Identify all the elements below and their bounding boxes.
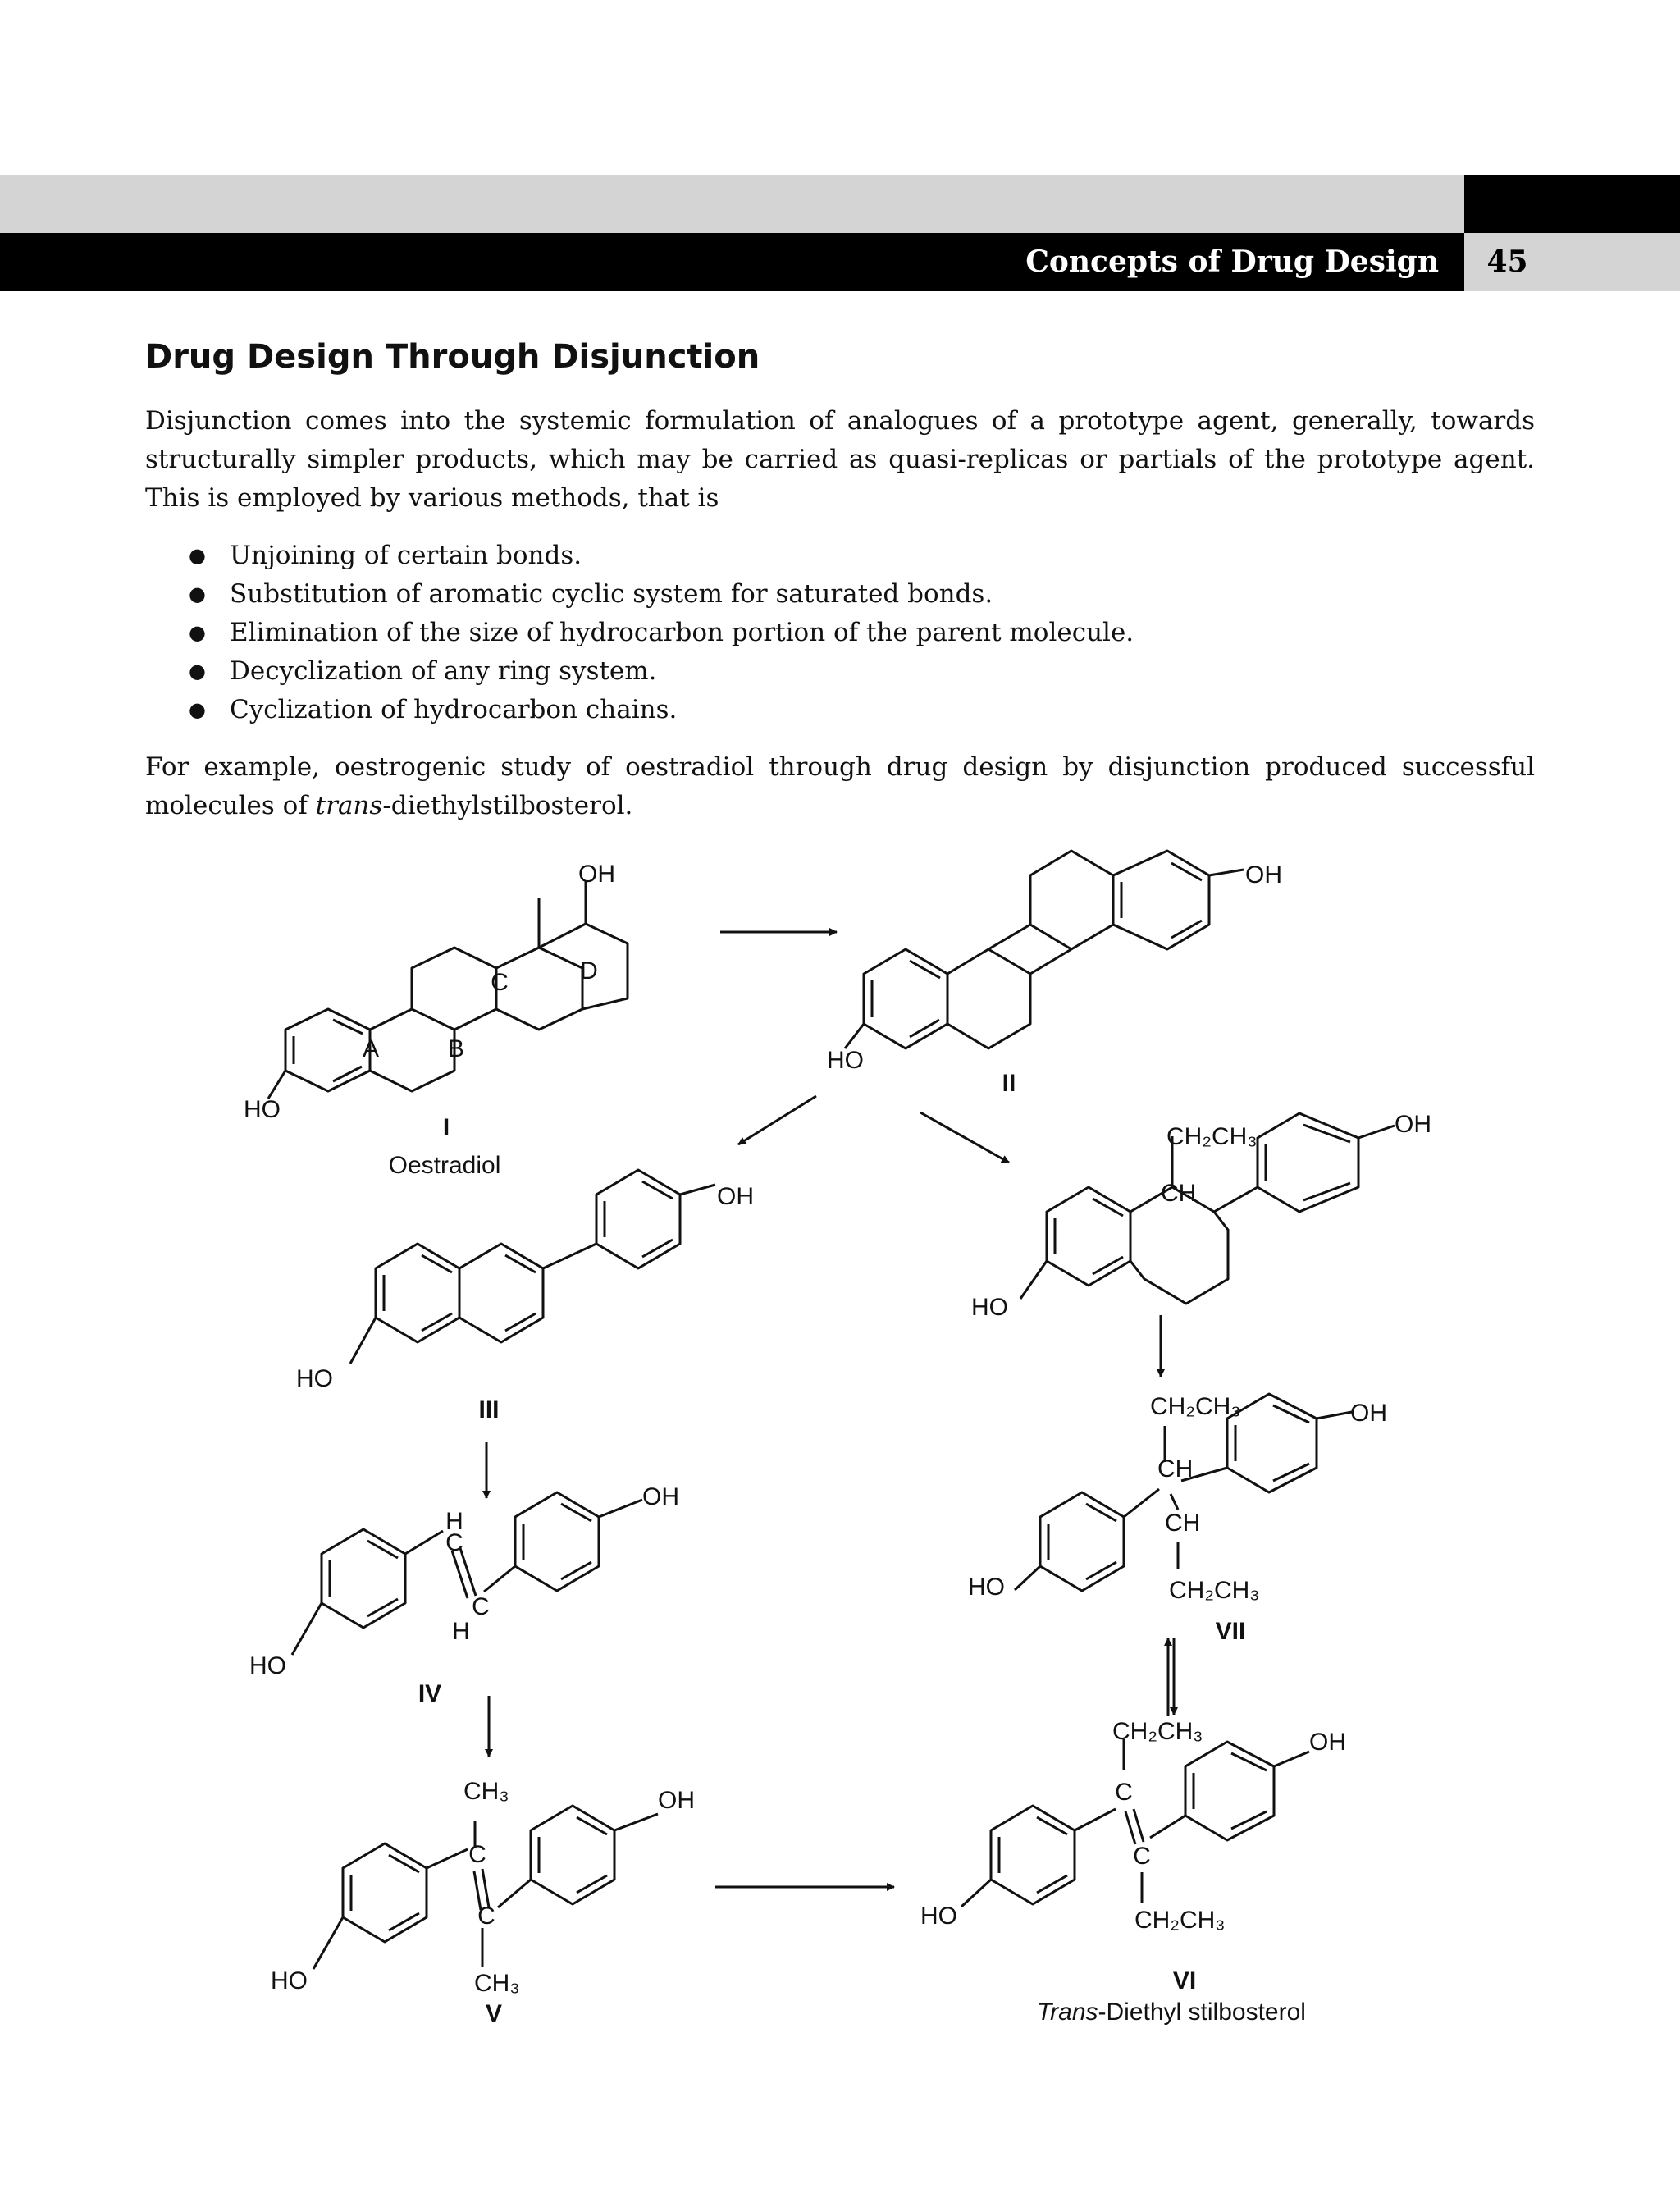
- section-heading: Drug Design Through Disjunction: [145, 338, 760, 376]
- header-band-gray: [0, 175, 1464, 233]
- ring-label-c: C: [491, 969, 509, 996]
- ho-label: HO: [827, 1047, 864, 1074]
- compound-vi-name-italic: Trans: [1037, 1999, 1098, 2026]
- ch3-label: CH₃: [474, 1970, 520, 1997]
- list-item: ● Elimination of the size of hydrocarbon portion of the parent molecule.: [189, 614, 1134, 652]
- running-title: Concepts of Drug Design: [1025, 244, 1439, 279]
- oh-label: OH: [1309, 1729, 1346, 1756]
- compound-v-numeral: V: [485, 2000, 503, 2027]
- ch3-label: CH₃: [463, 1778, 509, 1805]
- compound-v-structure: [313, 1806, 658, 1969]
- vinyl-c-label: C: [445, 1529, 463, 1556]
- ho-label: HO: [920, 1903, 957, 1930]
- ch-label: CH: [1157, 1455, 1194, 1482]
- compound-iii-structure: [350, 1170, 715, 1364]
- ho-label: HO: [971, 1294, 1008, 1321]
- ch-label: CH: [1161, 1180, 1197, 1207]
- ch-label: CH: [1165, 1510, 1201, 1537]
- ho-label: HO: [271, 1967, 308, 1994]
- compound-ii-structure: [845, 851, 1244, 1048]
- list-item: ● Cyclization of hydrocarbon chains.: [189, 691, 1134, 729]
- ch2ch3-label: CH₂CH₃: [1112, 1718, 1203, 1745]
- example-text: For example, oestrogenic study of oestradiol through drug design by disjunction produced successful molecules of: [145, 752, 1535, 820]
- compound-iv-numeral: IV: [418, 1680, 442, 1707]
- ch2ch3-label: CH₂CH₃: [1166, 1123, 1258, 1150]
- arrow-to-iii: [738, 1096, 816, 1144]
- page-number: 45: [1486, 244, 1528, 279]
- ring-label-b: B: [447, 1035, 465, 1062]
- ch2ch3-label: CH₂CH₃: [1169, 1577, 1260, 1604]
- reaction-scheme: [0, 820, 1680, 2051]
- vinyl-c-label: C: [472, 1593, 490, 1620]
- ho-label: HO: [244, 1096, 281, 1123]
- vinyl-c-label: C: [468, 1841, 486, 1868]
- list-item: ● Substitution of aromatic cyclic system for saturated bonds.: [189, 575, 1134, 614]
- arrow-to-tetralin: [920, 1112, 1009, 1163]
- vinyl-c-label: C: [477, 1903, 495, 1930]
- ring-label-a: A: [362, 1035, 380, 1062]
- compound-vii-numeral: VII: [1215, 1618, 1246, 1645]
- oh-label: OH: [717, 1183, 754, 1210]
- compound-i-name: Oestradiol: [388, 1152, 501, 1179]
- oh-label: OH: [578, 861, 615, 888]
- list-item: ● Decyclization of any ring system.: [189, 652, 1134, 691]
- methods-list: [189, 537, 1134, 729]
- oh-label: OH: [1395, 1111, 1431, 1138]
- compound-vi-structure: [961, 1739, 1309, 1907]
- vinyl-h-label: H: [452, 1618, 470, 1645]
- example-text-end: -diethylstilbosterol.: [382, 791, 633, 820]
- compound-vi-name: [1037, 1999, 1306, 2026]
- compound-vi-numeral: VI: [1172, 1967, 1197, 1994]
- oh-label: OH: [658, 1787, 695, 1814]
- compound-i-structure: [268, 880, 628, 1099]
- intro-paragraph: Disjunction comes into the systemic formulation of analogues of a prototype agent, generally, towards structurally simpler products, which may be carried as quasi-replicas or partials of the prototype agent. This is employed by various methods, that is: [145, 406, 1535, 513]
- compound-iii-numeral: III: [478, 1396, 500, 1423]
- oh-label: OH: [1245, 861, 1282, 889]
- vinyl-c-label: C: [1115, 1779, 1133, 1806]
- oh-label: OH: [1350, 1400, 1387, 1427]
- compound-i-numeral: I: [442, 1114, 450, 1141]
- example-italic: trans: [315, 791, 383, 820]
- ho-label: HO: [296, 1365, 333, 1392]
- ho-label: HO: [968, 1574, 1005, 1601]
- ho-label: HO: [249, 1652, 286, 1679]
- oh-label: OH: [642, 1483, 679, 1510]
- ring-label-d: D: [580, 957, 598, 985]
- ch2ch3-label: CH₂CH₃: [1150, 1393, 1241, 1420]
- vinyl-c-label: C: [1133, 1843, 1151, 1870]
- header-band-corner: [1464, 175, 1680, 233]
- compound-ii-numeral: II: [1002, 1070, 1016, 1097]
- ch2ch3-label: CH₂CH₃: [1134, 1907, 1226, 1934]
- example-paragraph: [145, 748, 1535, 825]
- compound-vi-name-rest: -Diethyl stilbosterol: [1098, 1999, 1306, 2026]
- vinyl-h-label: H: [445, 1508, 463, 1535]
- compound-vii-structure: [1015, 1394, 1352, 1591]
- list-item: ● Unjoining of certain bonds.: [189, 537, 1134, 575]
